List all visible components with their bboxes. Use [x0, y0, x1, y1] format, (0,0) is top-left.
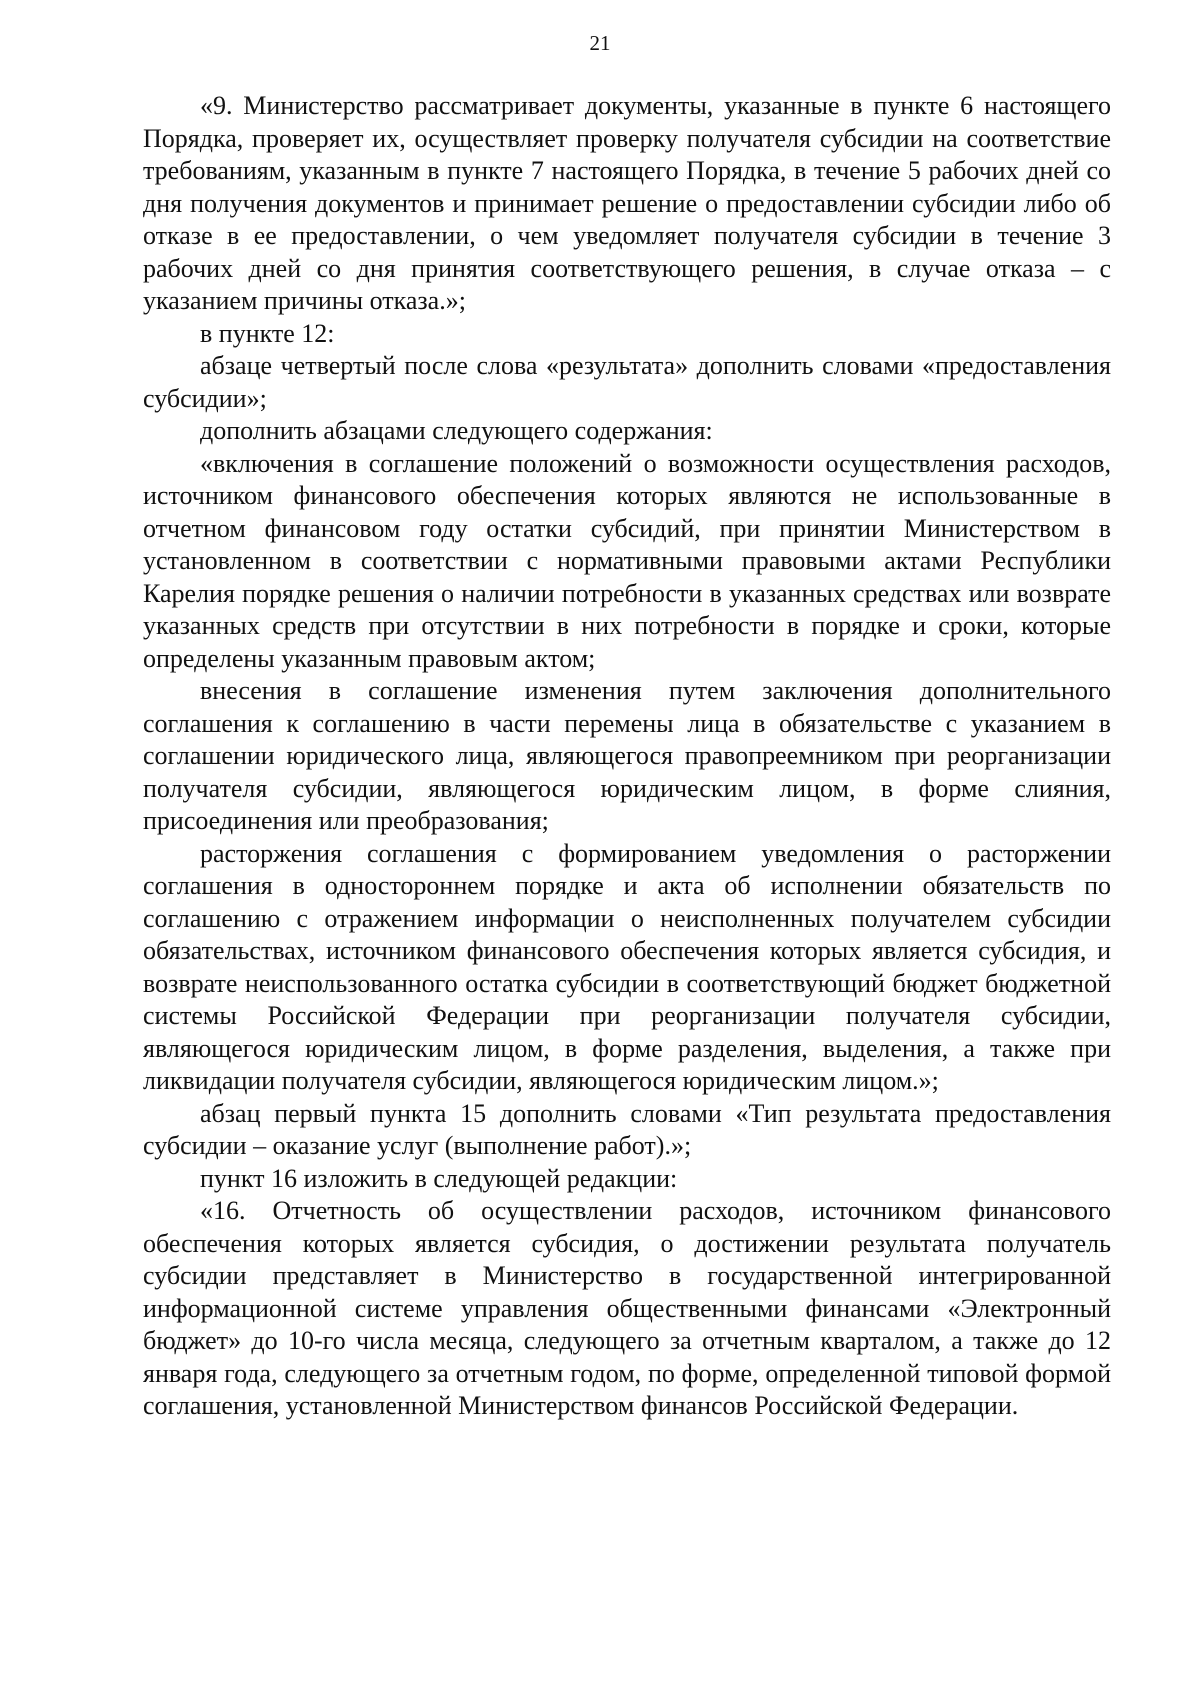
page-number: 21 [589, 31, 611, 55]
paragraph-point-15: абзац первый пункта 15 дополнить словами «Тип результата предоставления субсидии – оказание услуг (выполнение работ).»; [143, 1098, 1111, 1160]
paragraph-add-abzacs: дополнить абзацами следующего содержания: [200, 416, 713, 445]
document-body [143, 90, 1111, 1423]
paragraph-termination-agreement: расторжения соглашения с формированием уведомления о расторжении соглашения в одностороннем порядке и акта об исполнении обязательств по соглашению с отражением информации о неисполненных получателем субсидии обязательствах, источником финансового обеспечения которых является субсидия, и возврате неиспользованного остатка субсидии в соответствующий бюджет бюджетной системы Российской Федерации при реорганизации получателя субсидии, являющегося юридическим лицом, в форме разделения, выделения, а также при ликвидации получателя субсидии, являющегося юридическим лицом.»; [143, 838, 1111, 1095]
paragraph-point-9: «9. Министерство рассматривает документы, указанные в пункте 6 настоящего Порядка, проверяет их, осуществляет проверку получателя субсидии на соответствие требованиям, указанным в пункте 7 настоящего Порядка, в течение 5 рабочих дней со дня получения документов и принимает решение о предоставлении субсидии либо об отказе в ее предоставлении, о чем уведомляет получателя субсидии в течение 3 рабочих дней со дня принятия соответствующего решения, в случае отказа – с указанием причины отказа.»; [143, 91, 1111, 315]
paragraph-inclusion-provisions: «включения в соглашение положений о возможности осуществления расходов, источником финансового обеспечения которых являются не использованные в отчетном финансовом году остатки субсидий, при принятии Министерством в установленном в соответствии с нормативными правовыми актами Республики Карелия порядке решения о наличии потребности в указанных средствах или возврате указанных средств при отсутствии в них потребности в порядке и сроки, которые определены указанным правовым актом; [143, 448, 1111, 673]
paragraph-amendment-fourth-abzac: абзаце четвертый после слова «результата» дополнить словами «предоставления субсидии»; [143, 351, 1111, 413]
paragraph-point-12-intro: в пункте 12: [200, 318, 335, 348]
paragraph-amendment-agreement: внесения в соглашение изменения путем заключения дополнительного соглашения к соглашению в части перемены лица в обязательстве с указанием в соглашении юридического лица, являющегося правопреемником при реорганизации получателя субсидии, являющегося юридическим лицом, в форме слияния, присоединения или преобразования; [143, 676, 1111, 835]
paragraph-point-16-text: «16. Отчетность об осуществлении расходов, источником финансового обеспечения которых является субсидия, о достижении результата получатель субсидии представляет в Министерство в государственной интегрированной информационной системе управления общественными финансами «Электронный бюджет» до 10-го числа месяца, следующего за отчетным кварталом, а также до 12 января года, следующего за отчетным годом, по форме, определенной типовой формой соглашения, установленной Министерством финансов Российской Федерации. [143, 1196, 1111, 1420]
paragraph-point-16-intro: пункт 16 изложить в следующей редакции: [200, 1163, 678, 1193]
